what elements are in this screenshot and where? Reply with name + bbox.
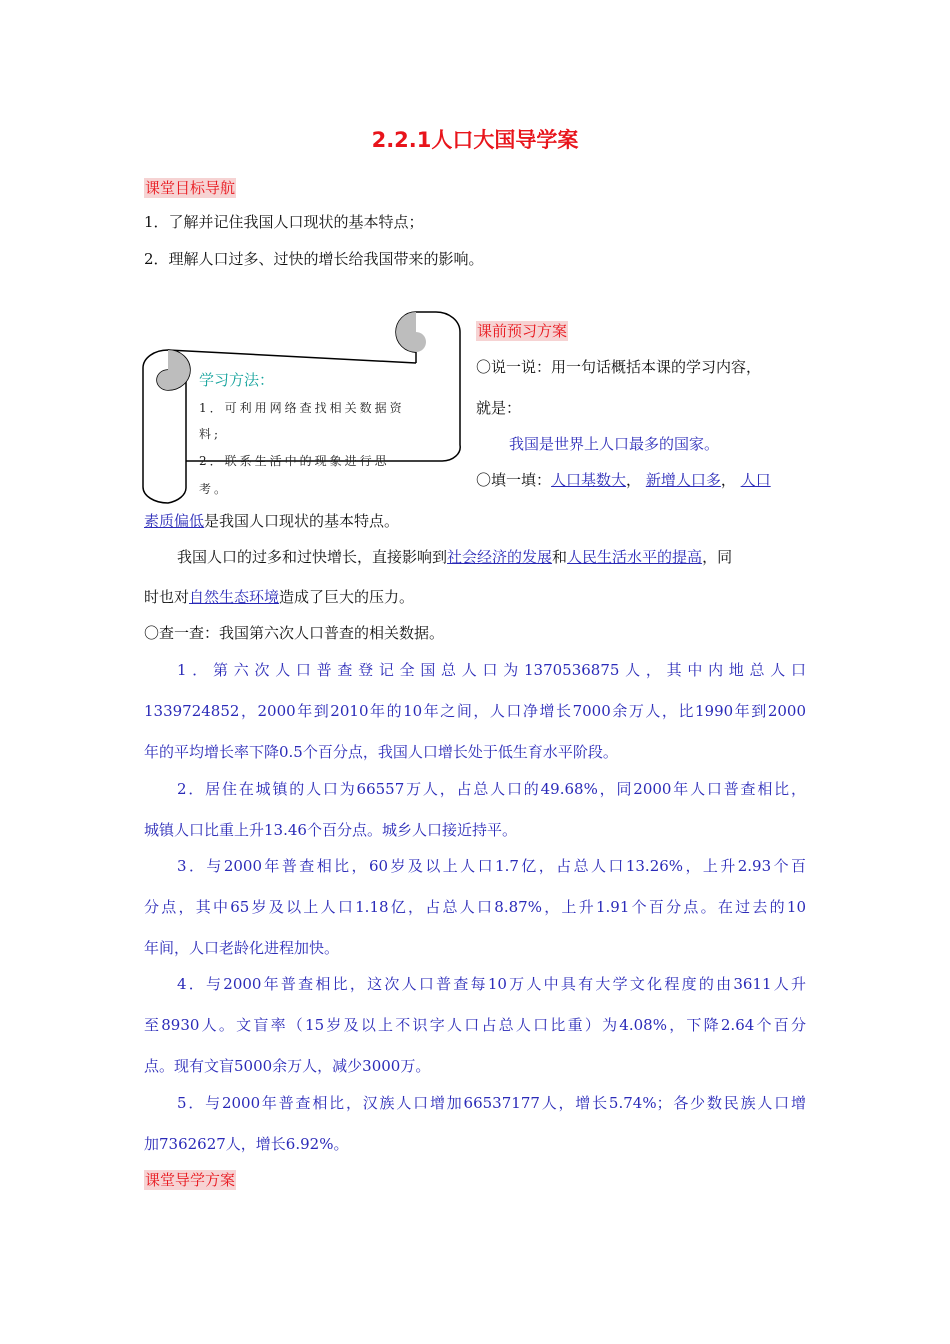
fill-answer-2: 新增人口多	[645, 471, 721, 489]
census-4-line-1: 4．与2000年普查相比，这次人口普查每10万人中具有大学文化程度的由3611人升	[177, 975, 806, 993]
fill-suffix: 是我国人口现状的基本特点。	[204, 512, 400, 530]
say-prompt: 〇说一说：用一句话概括本课的学习内容，	[476, 358, 762, 376]
census-4-line-2: 至8930人。文盲率（15岁及以上不识字人口占总人口比重）为4.08%，下降2.64个百分	[144, 1016, 806, 1034]
impact-answer-1: 社会经济的发展	[447, 548, 553, 566]
impact-line-2	[144, 586, 414, 608]
census-1-line-3: 年的平均增长率下降0.5个百分点，我国人口增长处于低生育水平阶段。	[144, 743, 618, 761]
fill-answer-3b: 素质偏低	[144, 512, 205, 530]
scroll-item-1a: 1．可利用网络查找相关数据资	[199, 401, 405, 415]
census-1-line-1: 1．第六次人口普查登记全国总人口为1370536875人，其中内地总人口	[177, 661, 806, 679]
impact-answer-3: 自然生态环境	[189, 588, 280, 606]
impact-text-2: 和	[552, 548, 568, 566]
check-prompt: 〇查一查：我国第六次人口普查的相关数据。	[144, 624, 445, 642]
section-guide: 课堂导学方案	[145, 1171, 236, 1189]
census-5-line-1: 5．与2000年普查相比，汉族人口增加66537177人，增长5.74%；各少数民族人口增	[177, 1094, 806, 1112]
say-answer: 我国是世界上人口最多的国家。	[509, 435, 720, 453]
census-1-line-2: 1339724852，2000年到2010年的10年之间，人口净增长7000余万人，比1990年到2000	[144, 702, 806, 720]
fill-answer-1: 人口基数大	[551, 471, 627, 489]
page-title: 2.2.1人口大国导学案	[371, 128, 579, 152]
section-preview: 课前预习方案	[477, 322, 568, 340]
fill-answer-3a: 人口	[740, 471, 771, 489]
scroll-title: 学习方法：	[199, 371, 275, 389]
section-objectives: 课堂目标导航	[145, 179, 236, 197]
impact-answer-2: 人民生活水平的提高	[567, 548, 703, 566]
impact-line-1	[177, 546, 732, 568]
census-3-line-1: 3．与2000年普查相比，60岁及以上人口1.7亿，占总人口13.26%，上升2.93个百	[177, 857, 806, 875]
impact-text-5: 造成了巨大的压力。	[279, 588, 415, 606]
fill-prefix: 〇填一填：	[476, 471, 552, 489]
scroll-item-2a: 2．联系生活中的现象进行思	[199, 454, 390, 468]
impact-text-4: 时也对	[144, 588, 190, 606]
say-prompt-2: 就是：	[476, 399, 522, 417]
census-3-line-2: 分点，其中65岁及以上人口1.18亿，占总人口8.87%，上升1.91个百分点。在过去的10	[144, 898, 806, 916]
objective-1: 1．了解并记住我国人口现状的基本特点；	[144, 213, 424, 231]
scroll-item-1b: 料;	[199, 427, 222, 441]
fill-sep-2: ，	[720, 471, 736, 489]
objective-2: 2．理解人口过多、过快的增长给我国带来的影响。	[144, 250, 484, 268]
scroll-item-2b: 考。	[199, 482, 230, 496]
fill-line-2	[144, 510, 399, 532]
census-2-line-2: 城镇人口比重上升13.46个百分点。城乡人口接近持平。	[144, 821, 517, 839]
fill-sep-1: ，	[626, 471, 642, 489]
census-2-line-1: 2．居住在城镇的人口为66557万人，占总人口的49.68%，同2000年人口普查相比，	[177, 780, 806, 798]
fill-line-1	[476, 469, 771, 491]
impact-text-3: ，同	[702, 548, 733, 566]
census-4-line-3: 点。现有文盲5000余万人，减少3000万。	[144, 1057, 431, 1075]
census-5-line-2: 加7362627人，增长6.92%。	[144, 1135, 349, 1153]
census-3-line-3: 年间，人口老龄化进程加快。	[144, 939, 340, 957]
impact-text-1: 我国人口的过多和过快增长，直接影响到	[177, 548, 448, 566]
